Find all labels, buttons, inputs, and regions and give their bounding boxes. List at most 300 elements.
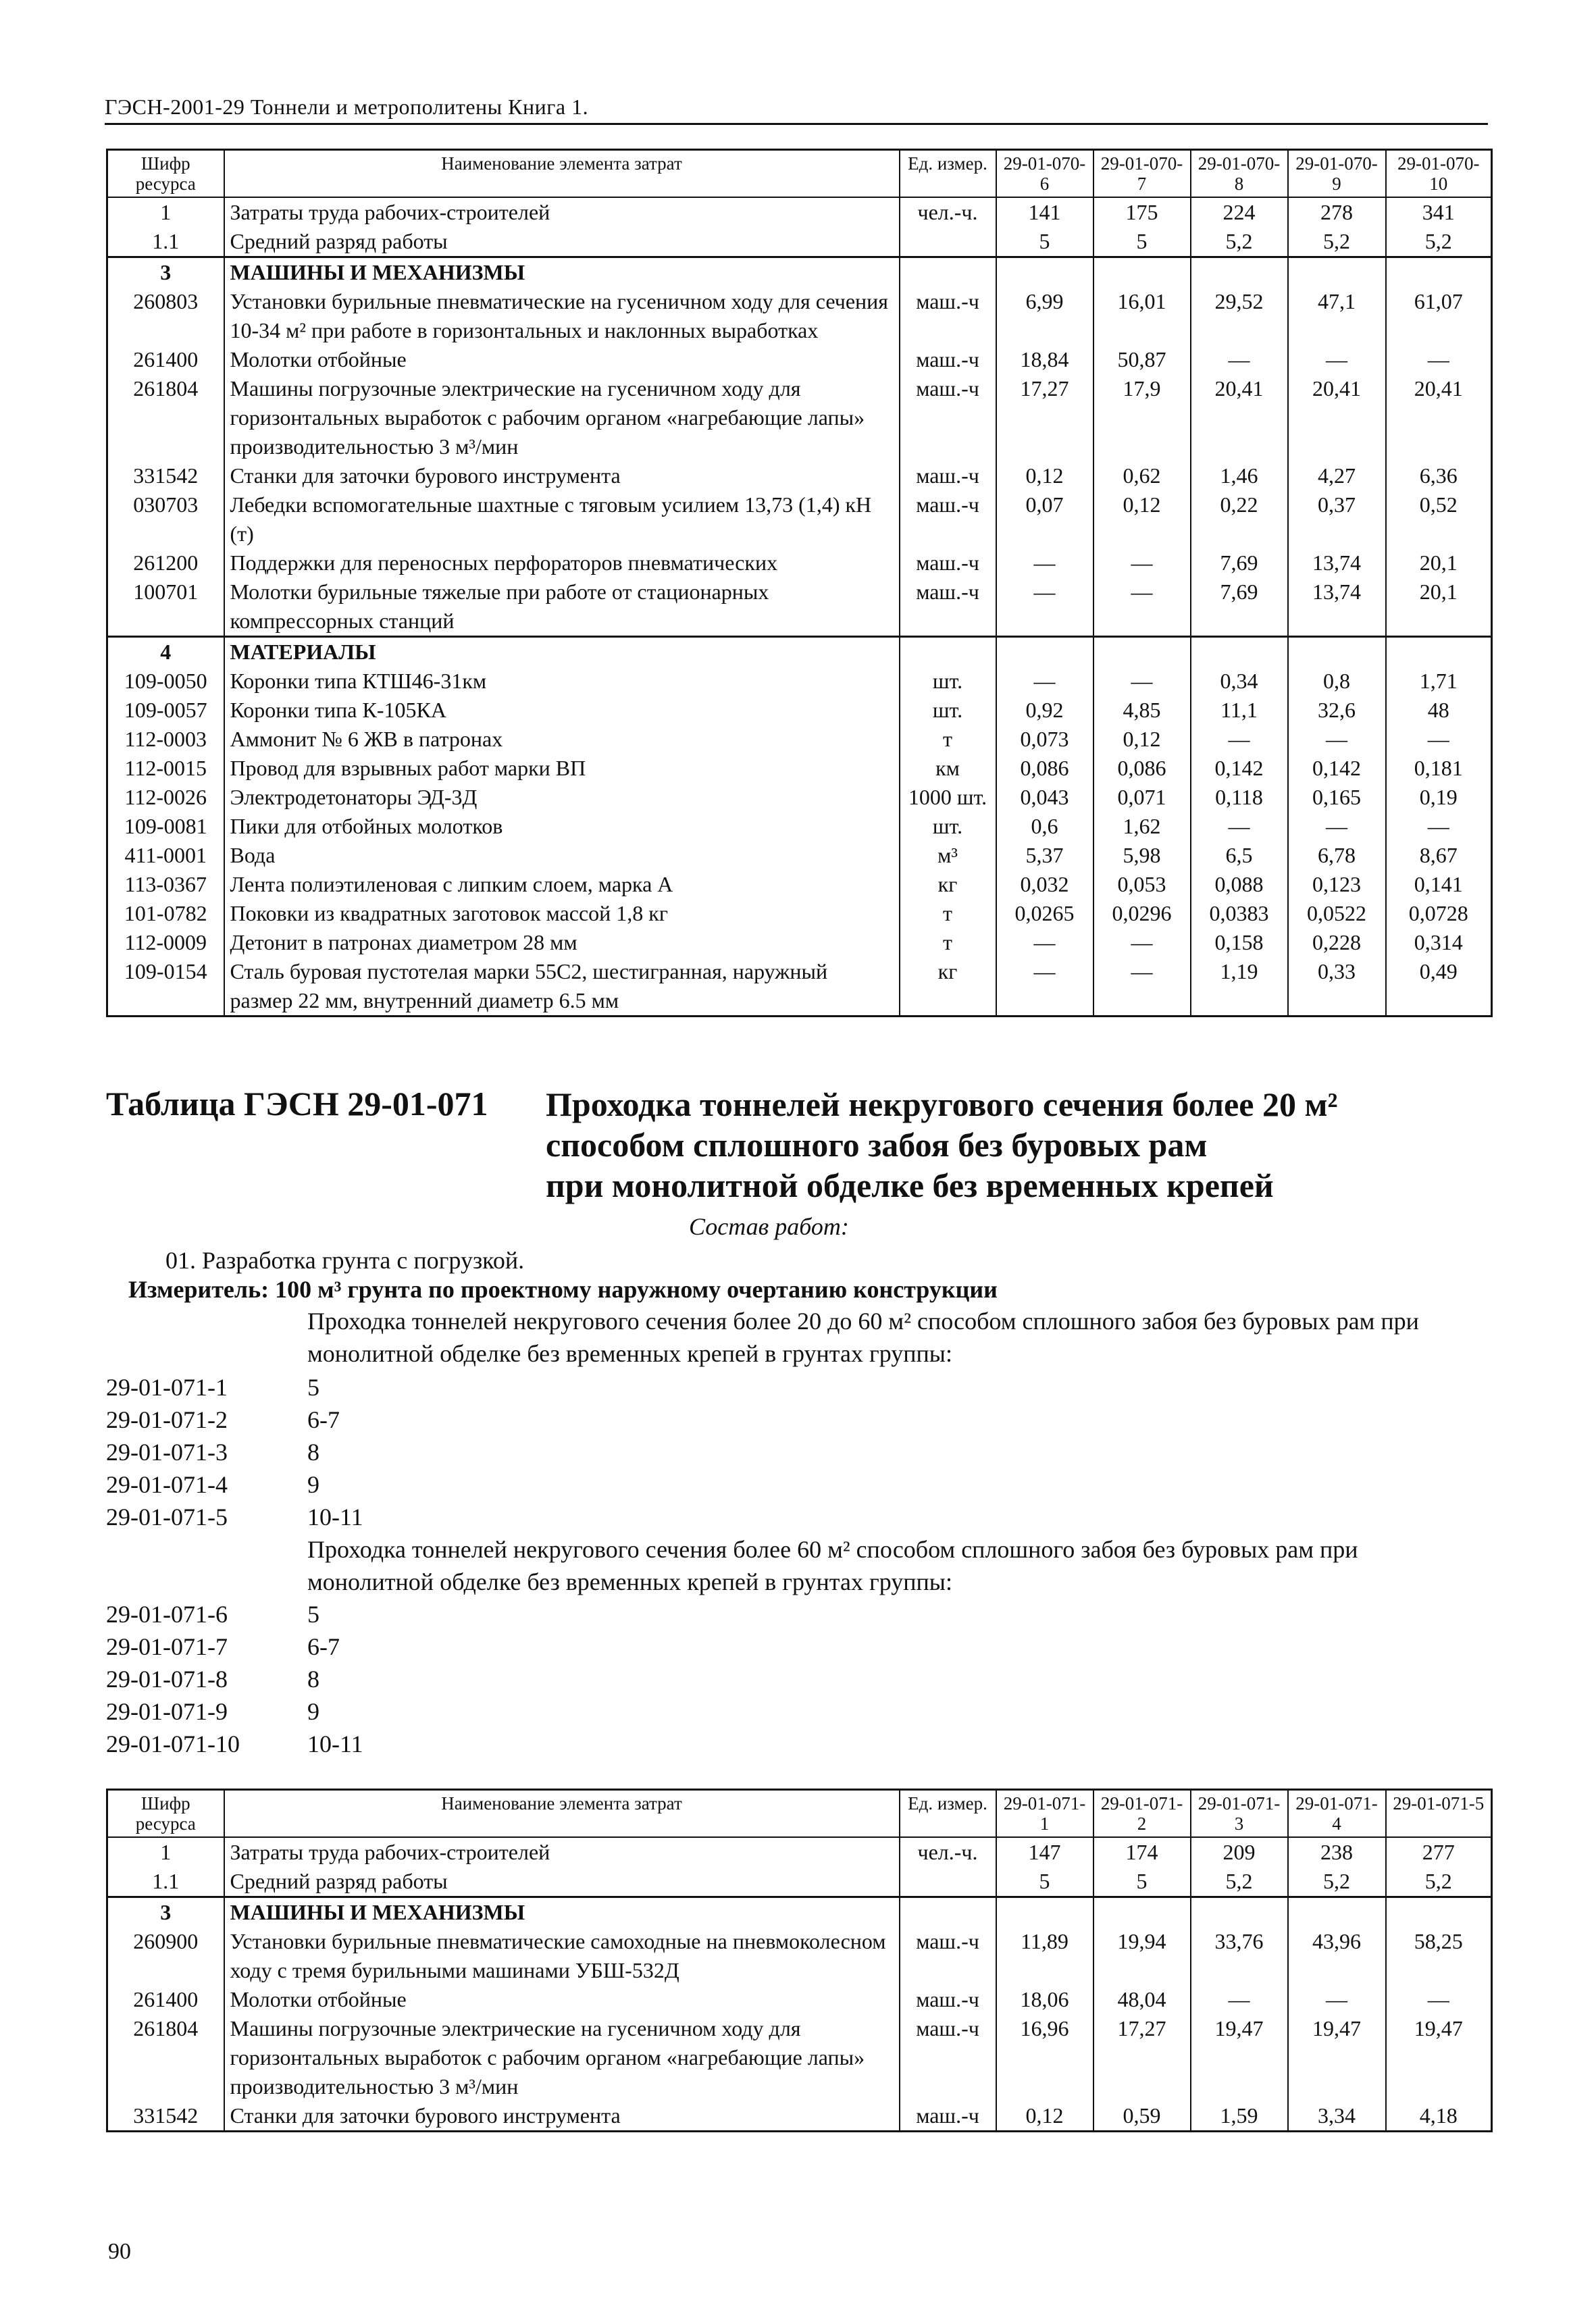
group-description: Проходка тоннелей некругового сечения более 60 м² способом сплошного забоя без буровых рам при монолитной обделке без временных крепей в грунтах группы: [307, 1536, 1358, 1595]
value-cell: 5,2 [1288, 227, 1386, 257]
col-header-norm: 29-01-071-5 [1386, 1790, 1492, 1838]
value-cell: 17,27 [1093, 2014, 1191, 2101]
value-cell: — [996, 548, 1093, 577]
value-cell: 1,46 [1191, 461, 1288, 490]
cost-element-name: Лента полиэтиленовая с липким слоем, марка А [224, 870, 900, 899]
soil-group: 5 [307, 1374, 319, 1401]
resource-code: 112-0026 [107, 783, 224, 812]
value-cell: 0,0265 [996, 899, 1093, 928]
norm-code: 29-01-071-7 [106, 1633, 228, 1660]
cost-element-name: Молотки бурильные тяжелые при работе от стационарных компрессорных станций [224, 577, 900, 637]
value-cell: 5,2 [1191, 1867, 1288, 1897]
value-cell: 0,33 [1288, 957, 1386, 1017]
unit-cell: кг [900, 870, 996, 899]
table-row [107, 754, 1492, 783]
resource-code: 1 [107, 1837, 224, 1867]
cost-element-name: Станки для заточки бурового инструмента [224, 461, 900, 490]
value-cell: — [1093, 957, 1191, 1017]
value-cell: 0,181 [1386, 754, 1492, 783]
value-cell: — [996, 667, 1093, 696]
resource-code: 331542 [107, 461, 224, 490]
resource-code: 261400 [107, 345, 224, 374]
cost-element-name: Средний разряд работы [224, 227, 900, 257]
resource-table-071 [106, 1789, 1493, 2132]
value-cell: — [996, 577, 1093, 637]
value-cell: — [1288, 812, 1386, 841]
value-cell: 0,12 [996, 2101, 1093, 2132]
cost-element-name: Детонит в патронах диаметром 28 мм [224, 928, 900, 957]
soil-group: 8 [307, 1666, 319, 1693]
value-cell [996, 1897, 1093, 1928]
value-cell: 17,9 [1093, 374, 1191, 461]
value-cell [1288, 257, 1386, 288]
unit-cell: 1000 шт. [900, 783, 996, 812]
col-header-unit: Ед. измер. [900, 1790, 996, 1838]
table-row [107, 899, 1492, 928]
cost-element-name: МАШИНЫ И МЕХАНИЗМЫ [224, 1897, 900, 1928]
value-cell: 5,37 [996, 841, 1093, 870]
cost-element-name: Аммонит № 6 ЖВ в патронах [224, 725, 900, 754]
value-cell: — [1191, 812, 1288, 841]
table-label: Таблица ГЭСН 29-01-071 [106, 1085, 488, 1123]
table-body [107, 1837, 1492, 2132]
value-cell: 0,071 [1093, 783, 1191, 812]
value-cell: 0,62 [1093, 461, 1191, 490]
value-cell: — [1191, 1985, 1288, 2014]
value-cell: 0,043 [996, 783, 1093, 812]
col-header-norm: 29-01-071-1 [996, 1790, 1093, 1838]
value-cell [1191, 637, 1288, 667]
norm-code: 29-01-071-3 [106, 1439, 228, 1466]
value-cell: 175 [1093, 197, 1191, 227]
value-cell: 0,158 [1191, 928, 1288, 957]
value-cell: 6,36 [1386, 461, 1492, 490]
col-header-norm: 29-01-070-9 [1288, 150, 1386, 198]
value-cell: — [1093, 577, 1191, 637]
value-cell: 0,141 [1386, 870, 1492, 899]
cost-element-name: Поковки из квадратных заготовок массой 1,8 кг [224, 899, 900, 928]
unit-cell: чел.-ч. [900, 197, 996, 227]
value-cell: 0,118 [1191, 783, 1288, 812]
value-cell: — [1191, 725, 1288, 754]
unit-cell [900, 637, 996, 667]
cost-element-name: Средний разряд работы [224, 1867, 900, 1897]
value-cell [1093, 637, 1191, 667]
unit-cell: маш.-ч [900, 287, 996, 345]
value-cell: 19,47 [1386, 2014, 1492, 2101]
section-row [107, 637, 1492, 667]
resource-code: 4 [107, 637, 224, 667]
resource-code: 260803 [107, 287, 224, 345]
value-cell: 0,142 [1288, 754, 1386, 783]
value-cell: 0,032 [996, 870, 1093, 899]
value-cell: 5 [996, 1867, 1093, 1897]
value-cell: — [1386, 725, 1492, 754]
value-cell: 0,8 [1288, 667, 1386, 696]
cost-element-name: МАШИНЫ И МЕХАНИЗМЫ [224, 257, 900, 288]
resource-code: 260900 [107, 1927, 224, 1985]
value-cell: 0,086 [996, 754, 1093, 783]
table-row [107, 287, 1492, 345]
value-cell: 43,96 [1288, 1927, 1386, 1985]
value-cell: 19,47 [1288, 2014, 1386, 2101]
soil-group: 6-7 [307, 1406, 340, 1433]
table-row [107, 345, 1492, 374]
norm-code-row [106, 1695, 363, 1728]
col-header-norm: 29-01-071-4 [1288, 1790, 1386, 1838]
value-cell: 5,2 [1386, 227, 1492, 257]
col-header-norm: 29-01-071-3 [1191, 1790, 1288, 1838]
cost-element-name: Установки бурильные пневматические самоходные на пневмоколесном ходу с тремя бурильными машинами УБШ-532Д [224, 1927, 900, 1985]
value-cell: 20,41 [1386, 374, 1492, 461]
running-header: ГЭСН-2001-29 Тоннели и метрополитены Книга 1. [105, 93, 1488, 125]
resource-code: 109-0050 [107, 667, 224, 696]
value-cell: 29,52 [1191, 287, 1288, 345]
value-cell: 4,85 [1093, 696, 1191, 725]
norm-code: 29-01-071-8 [106, 1666, 228, 1693]
col-header-norm: 29-01-070-6 [996, 150, 1093, 198]
resource-code: 030703 [107, 490, 224, 548]
value-cell: 0,37 [1288, 490, 1386, 548]
value-cell: 0,053 [1093, 870, 1191, 899]
table-row [107, 1867, 1492, 1897]
value-cell: 4,27 [1288, 461, 1386, 490]
unit-cell: км [900, 754, 996, 783]
table-row [107, 1837, 1492, 1867]
value-cell: 0,52 [1386, 490, 1492, 548]
value-cell: 209 [1191, 1837, 1288, 1867]
table-row [107, 2014, 1492, 2101]
value-cell: 5,2 [1386, 1867, 1492, 1897]
resource-code: 1.1 [107, 227, 224, 257]
value-cell: 0,92 [996, 696, 1093, 725]
value-cell: — [1288, 345, 1386, 374]
value-cell: 11,1 [1191, 696, 1288, 725]
resource-code: 3 [107, 257, 224, 288]
unit-cell: маш.-ч [900, 2101, 996, 2132]
norm-code: 29-01-071-1 [106, 1374, 228, 1401]
resource-code: 1.1 [107, 1867, 224, 1897]
norm-code-row [106, 1728, 363, 1760]
norm-code: 29-01-071-9 [106, 1698, 228, 1725]
value-cell: 47,1 [1288, 287, 1386, 345]
norm-code-row [106, 1468, 363, 1501]
table-row [107, 870, 1492, 899]
value-cell: 16,96 [996, 2014, 1093, 2101]
norm-code: 29-01-071-6 [106, 1601, 228, 1628]
unit-cell: маш.-ч [900, 1985, 996, 2014]
value-cell: 19,94 [1093, 1927, 1191, 1985]
page-number: 90 [108, 2239, 131, 2264]
value-cell: 0,6 [996, 812, 1093, 841]
value-cell: 0,59 [1093, 2101, 1191, 2132]
col-header-norm: 29-01-070-10 [1386, 150, 1492, 198]
value-cell: — [996, 928, 1093, 957]
value-cell: 0,142 [1191, 754, 1288, 783]
value-cell: 0,34 [1191, 667, 1288, 696]
value-cell: 13,74 [1288, 577, 1386, 637]
value-cell [1386, 1897, 1492, 1928]
unit-cell: т [900, 899, 996, 928]
value-cell [1386, 257, 1492, 288]
soil-group: 5 [307, 1601, 319, 1628]
resource-code: 112-0009 [107, 928, 224, 957]
value-cell: — [1386, 345, 1492, 374]
cost-element-name: Пики для отбойных молотков [224, 812, 900, 841]
value-cell: 58,25 [1386, 1927, 1492, 1985]
value-cell: 18,06 [996, 1985, 1093, 2014]
resource-table-070 [106, 149, 1493, 1017]
norm-code: 29-01-071-4 [106, 1471, 228, 1498]
table-row [107, 696, 1492, 725]
unit-cell: шт. [900, 812, 996, 841]
value-cell: 147 [996, 1837, 1093, 1867]
value-cell: 5 [996, 227, 1093, 257]
value-cell: 0,22 [1191, 490, 1288, 548]
col-header-norm: 29-01-070-8 [1191, 150, 1288, 198]
cost-element-name: МАТЕРИАЛЫ [224, 637, 900, 667]
table-row [107, 461, 1492, 490]
value-cell [996, 257, 1093, 288]
value-cell: 4,18 [1386, 2101, 1492, 2132]
table-row [107, 374, 1492, 461]
unit-cell: шт. [900, 696, 996, 725]
table-row [107, 2101, 1492, 2132]
cost-element-name: Коронки типа КТШ46-31км [224, 667, 900, 696]
table-header-row [107, 1790, 1492, 1838]
cost-element-name: Провод для взрывных работ марки ВП [224, 754, 900, 783]
norm-code-row [106, 1436, 363, 1468]
unit-cell: маш.-ч [900, 2014, 996, 2101]
value-cell: — [1386, 1985, 1492, 2014]
unit-cell: маш.-ч [900, 490, 996, 548]
value-cell: — [1288, 1985, 1386, 2014]
resource-code: 101-0782 [107, 899, 224, 928]
table-row [107, 1985, 1492, 2014]
cost-element-name: Коронки типа К-105КА [224, 696, 900, 725]
value-cell: 1,19 [1191, 957, 1288, 1017]
norm-code: 29-01-071-10 [106, 1730, 240, 1757]
norm-code-list [106, 1598, 363, 1760]
value-cell: 0,165 [1288, 783, 1386, 812]
work-composition-heading: Состав работ: [689, 1213, 849, 1240]
resource-code: 261400 [107, 1985, 224, 2014]
value-cell: 1,62 [1093, 812, 1191, 841]
resource-code: 261804 [107, 2014, 224, 2101]
table-title [546, 1084, 1424, 1206]
value-cell [1288, 637, 1386, 667]
value-cell: 8,67 [1386, 841, 1492, 870]
value-cell: 0,19 [1386, 783, 1492, 812]
value-cell: 0,0728 [1386, 899, 1492, 928]
table-row [107, 577, 1492, 637]
resource-code: 112-0015 [107, 754, 224, 783]
resource-code: 109-0057 [107, 696, 224, 725]
value-cell: 0,123 [1288, 870, 1386, 899]
resource-code: 261200 [107, 548, 224, 577]
soil-group: 9 [307, 1471, 319, 1498]
col-header-norm: 29-01-070-7 [1093, 150, 1191, 198]
cost-element-name: Вода [224, 841, 900, 870]
norm-code: 29-01-071-2 [106, 1406, 228, 1433]
resource-code: 1 [107, 197, 224, 227]
table-title-line: способом сплошного забоя без буровых рам [546, 1126, 1208, 1164]
value-cell: 141 [996, 197, 1093, 227]
cost-element-name: Затраты труда рабочих-строителей [224, 1837, 900, 1867]
table-row [107, 490, 1492, 548]
unit-cell: маш.-ч [900, 374, 996, 461]
value-cell: 6,99 [996, 287, 1093, 345]
section-row [107, 1897, 1492, 1928]
resource-code: 100701 [107, 577, 224, 637]
table-row [107, 725, 1492, 754]
unit-cell: маш.-ч [900, 577, 996, 637]
resource-code: 261804 [107, 374, 224, 461]
norm-code-row [106, 1663, 363, 1695]
value-cell: — [1093, 548, 1191, 577]
table-header-row [107, 150, 1492, 198]
value-cell: 0,088 [1191, 870, 1288, 899]
cost-element-name: Станки для заточки бурового инструмента [224, 2101, 900, 2132]
table-row [107, 928, 1492, 957]
cost-element-name: Молотки отбойные [224, 1985, 900, 2014]
value-cell: 0,07 [996, 490, 1093, 548]
soil-group: 10-11 [307, 1503, 363, 1531]
value-cell [1386, 637, 1492, 667]
table-row [107, 227, 1492, 257]
value-cell: 224 [1191, 197, 1288, 227]
value-cell: 0,49 [1386, 957, 1492, 1017]
unit-cell: маш.-ч [900, 548, 996, 577]
resource-code: 411-0001 [107, 841, 224, 870]
value-cell: 50,87 [1093, 345, 1191, 374]
group-description: Проходка тоннелей некругового сечения более 20 до 60 м² способом сплошного забоя без буровых рам при монолитной обделке без временных крепей в грунтах группы: [307, 1308, 1419, 1367]
value-cell: 5,2 [1288, 1867, 1386, 1897]
unit-cell: чел.-ч. [900, 1837, 996, 1867]
col-header-code: Шифр ресурса [107, 150, 224, 198]
value-cell: 0,12 [1093, 490, 1191, 548]
value-cell: 6,78 [1288, 841, 1386, 870]
value-cell: 0,073 [996, 725, 1093, 754]
value-cell: — [1288, 725, 1386, 754]
resource-code: 112-0003 [107, 725, 224, 754]
resource-code: 109-0081 [107, 812, 224, 841]
value-cell: 0,086 [1093, 754, 1191, 783]
value-cell: 32,6 [1288, 696, 1386, 725]
resource-code: 331542 [107, 2101, 224, 2132]
value-cell: 61,07 [1386, 287, 1492, 345]
cost-element-name: Лебедки вспомогательные шахтные с тяговым усилием 13,73 (1,4) кН (т) [224, 490, 900, 548]
value-cell: 20,1 [1386, 577, 1492, 637]
unit-cell: шт. [900, 667, 996, 696]
value-cell: 16,01 [1093, 287, 1191, 345]
soil-group: 9 [307, 1698, 319, 1725]
value-cell: 5 [1093, 227, 1191, 257]
value-cell: 18,84 [996, 345, 1093, 374]
value-cell: 5,2 [1191, 227, 1288, 257]
value-cell: — [1386, 812, 1492, 841]
norm-code-row [106, 1371, 363, 1404]
value-cell: 17,27 [996, 374, 1093, 461]
col-header-norm: 29-01-071-2 [1093, 1790, 1191, 1838]
value-cell: 174 [1093, 1837, 1191, 1867]
table-row [107, 197, 1492, 227]
value-cell: 6,5 [1191, 841, 1288, 870]
work-item: 01. Разработка грунта с погрузкой. [165, 1247, 525, 1274]
norm-code: 29-01-071-5 [106, 1503, 228, 1531]
norm-code-row [106, 1630, 363, 1663]
value-cell: 1,71 [1386, 667, 1492, 696]
cost-element-name: Машины погрузочные электрические на гусеничном ходу для горизонтальных выработок с рабочим органом «нагребающие лапы» производительностью 3 м³/мин [224, 374, 900, 461]
table-title-line: Проходка тоннелей некругового сечения более 20 м² [546, 1085, 1338, 1123]
value-cell [996, 637, 1093, 667]
norm-code-row [106, 1598, 363, 1630]
value-cell: 0,314 [1386, 928, 1492, 957]
table-row [107, 957, 1492, 1017]
value-cell: 341 [1386, 197, 1492, 227]
value-cell: 11,89 [996, 1927, 1093, 1985]
value-cell [1288, 1897, 1386, 1928]
value-cell [1191, 1897, 1288, 1928]
value-cell: 278 [1288, 197, 1386, 227]
section-row [107, 257, 1492, 288]
value-cell [1191, 257, 1288, 288]
value-cell: 20,41 [1191, 374, 1288, 461]
value-cell: 0,0296 [1093, 899, 1191, 928]
value-cell: 238 [1288, 1837, 1386, 1867]
measure-unit: Измеритель: 100 м³ грунта по проектному наружному очертанию конструкции [128, 1276, 998, 1303]
table-row [107, 841, 1492, 870]
value-cell: 33,76 [1191, 1927, 1288, 1985]
table-row [107, 667, 1492, 696]
table-body [107, 197, 1492, 1017]
cost-element-name: Затраты труда рабочих-строителей [224, 197, 900, 227]
norm-code-list [106, 1371, 363, 1533]
value-cell: 5,98 [1093, 841, 1191, 870]
col-header-name: Наименование элемента затрат [224, 1790, 900, 1838]
value-cell: 13,74 [1288, 548, 1386, 577]
unit-cell: кг [900, 957, 996, 1017]
cost-element-name: Молотки отбойные [224, 345, 900, 374]
table-title-line: при монолитной обделке без временных крепей [546, 1166, 1274, 1204]
unit-cell [900, 257, 996, 288]
norm-code-row [106, 1404, 363, 1436]
value-cell: — [996, 957, 1093, 1017]
value-cell [1093, 257, 1191, 288]
value-cell: 48,04 [1093, 1985, 1191, 2014]
value-cell: 3,34 [1288, 2101, 1386, 2132]
cost-element-name: Машины погрузочные электрические на гусеничном ходу для горизонтальных выработок с рабочим органом «нагребающие лапы» производительностью 3 м³/мин [224, 2014, 900, 2101]
value-cell: — [1093, 667, 1191, 696]
value-cell [1093, 1897, 1191, 1928]
unit-cell: маш.-ч [900, 345, 996, 374]
value-cell: 20,41 [1288, 374, 1386, 461]
value-cell: 1,59 [1191, 2101, 1288, 2132]
unit-cell: м³ [900, 841, 996, 870]
soil-group: 8 [307, 1439, 319, 1466]
cost-element-name: Электродетонаторы ЭД-3Д [224, 783, 900, 812]
value-cell: — [1093, 928, 1191, 957]
value-cell: 19,47 [1191, 2014, 1288, 2101]
unit-cell: т [900, 725, 996, 754]
table-row [107, 812, 1492, 841]
cost-element-name: Сталь буровая пустотелая марки 55С2, шестигранная, наружный размер 22 мм, внутренний диаметр 6.5 мм [224, 957, 900, 1017]
col-header-name: Наименование элемента затрат [224, 150, 900, 198]
value-cell: 7,69 [1191, 577, 1288, 637]
table-row [107, 783, 1492, 812]
unit-cell [900, 1867, 996, 1897]
value-cell: — [1191, 345, 1288, 374]
